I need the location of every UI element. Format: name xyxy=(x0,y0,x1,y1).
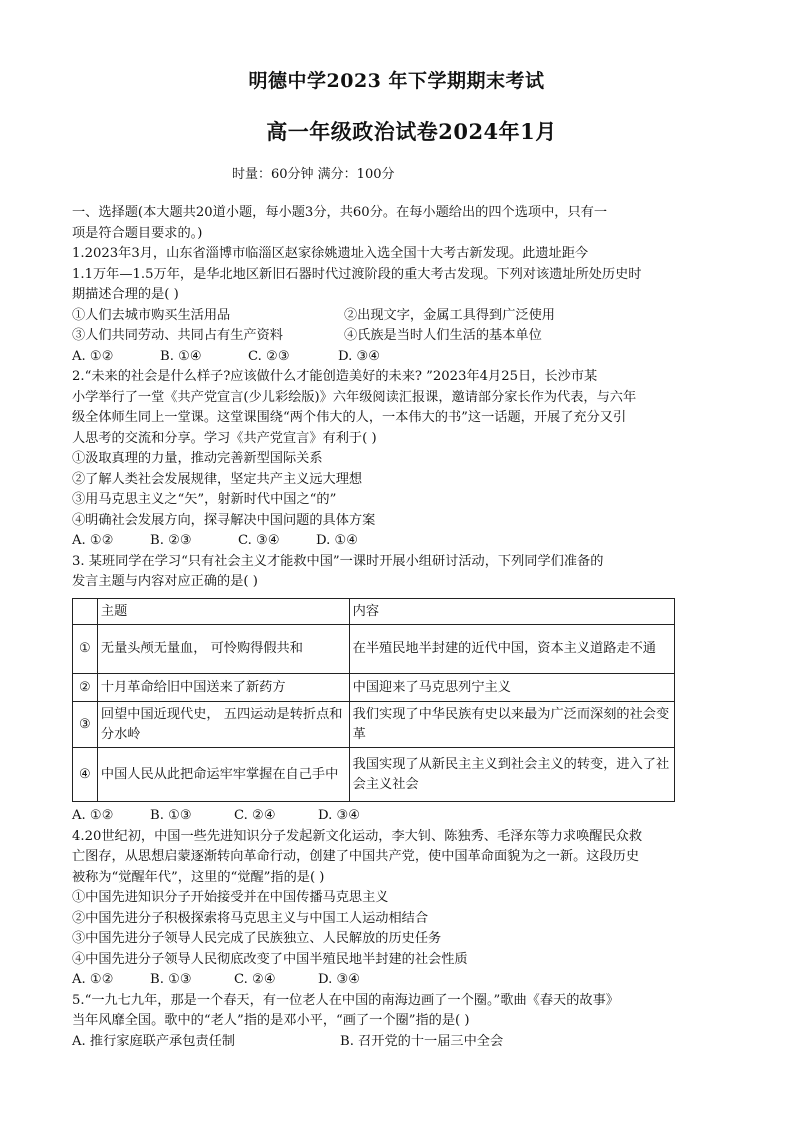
q2-stem: 人思考的交流和分享。学习《共产党宣言》有利于( ) xyxy=(72,430,377,446)
exam-title: 明德中学2023 年下学期期末考试 xyxy=(248,70,545,92)
q1-statements-row xyxy=(72,306,722,327)
q5-choice-a: A. 推行家庭联产承包责任制 xyxy=(72,1033,235,1049)
q4-stem: 被称为“觉醒年代”，这里的“觉醒”指的是( ) xyxy=(72,869,325,885)
q5-choices xyxy=(72,1032,722,1053)
exam-subtitle: 高一年级政治试卷2024年1月 xyxy=(266,119,557,144)
q1-choice-c: C. ②③ xyxy=(248,348,290,364)
row-number: ① xyxy=(73,625,98,674)
q2-statement: ④明确社会发展方向，探寻解决中国问题的具体方案 xyxy=(72,512,376,528)
row-number: ④ xyxy=(73,748,98,802)
q1-statement: ④氏族是当时人们生活的基本单位 xyxy=(344,328,542,343)
row-content: 中国迎来了马克思列宁主义 xyxy=(349,674,674,702)
q3-stem: 3. 某班同学在学习“只有社会主义才能救中国”一课时开展小组研讨活动，下列同学们准备的 xyxy=(72,553,604,569)
q3-choice-b: B. ①③ xyxy=(150,808,192,823)
table-row xyxy=(73,674,675,702)
q1-choices xyxy=(72,347,722,368)
section-heading: 一、选择题(本大题共20道小题，每小题3分，共60分。在每小题给出的四个选项中，只有一 xyxy=(72,205,608,220)
q2-statement: ③用马克思主义之“矢”，射新时代中国之“的” xyxy=(72,492,337,507)
row-content: 在半殖民地半封建的近代中国，资本主义道路走不通 xyxy=(349,625,674,674)
table-row xyxy=(73,702,675,748)
q3-choice-c: C. ②④ xyxy=(234,808,276,823)
row-content: 我国实现了从新民主主义到社会主义的转变，进入了社会主义社会 xyxy=(349,748,674,802)
q5-stem: 5.“一九七九年，那是一个春天，有一位老人在中国的南海边画了一个圈。”歌曲《春天的故事》 xyxy=(72,992,619,1008)
q4-statement: ④中国先进分子领导人民彻底改变了中国半殖民地半封建的社会性质 xyxy=(72,951,468,967)
q3-choice-d: D. ③④ xyxy=(318,808,361,823)
q2-choices xyxy=(72,531,722,552)
q1-stem: 1.2023年3月，山东省淄博市临淄区赵家徐姚遗址入选全国十大考古新发现。此遗址距今 xyxy=(72,246,589,261)
questions-block-2 xyxy=(72,806,722,1052)
q1-statement: ②出现文字，金属工具得到广泛使用 xyxy=(344,307,555,323)
row-number: ③ xyxy=(73,702,98,748)
q4-statement: ②中国先进分子积极探索将马克思主义与中国工人运动相结合 xyxy=(72,910,429,926)
q4-choice-c: C. ②④ xyxy=(234,972,276,987)
table-row xyxy=(73,625,675,674)
q4-choice-b: B. ①③ xyxy=(150,972,192,987)
row-topic: 无量头颅无量血， 可怜购得假共和 xyxy=(97,625,349,674)
q1-stem: 1.1万年—1.5万年，是华北地区新旧石器时代过渡阶段的重大考古发现。下列对该遗址所处历史时 xyxy=(72,266,642,282)
q1-statements-row xyxy=(72,326,722,347)
q2-statement: ①汲取真理的力量，推动完善新型国际关系 xyxy=(72,451,323,466)
q4-stem: 4.20世纪初，中国一些先进知识分子发起新文化运动，李大钊、陈独秀、毛泽东等力求唤醒民众救 xyxy=(72,828,643,844)
q1-choice-a: A. ①② xyxy=(72,348,114,364)
q2-stem: 小学举行了一堂《共产党宣言(少儿彩绘版)》六年级阅读汇报课，邀请部分家长作为代表，与六年 xyxy=(72,389,637,405)
exam-meta: 时量：60分钟 满分：100分 xyxy=(232,167,395,182)
q2-stem: 级全体师生同上一堂课。这堂课围绕“两个伟大的人，一本伟大的书”这一话题，开展了充分又引 xyxy=(72,410,627,425)
q3-choice-a: A. ①② xyxy=(72,808,114,823)
q4-choice-a: A. ①② xyxy=(72,972,114,987)
table-row xyxy=(73,748,675,802)
q5-choice-b: B. 召开党的十一届三中全会 xyxy=(340,1033,504,1049)
table-header-row xyxy=(73,599,675,625)
row-content: 我们实现了中华民族有史以来最为广泛而深刻的社会变革 xyxy=(349,702,674,748)
q5-stem: 当年风靡全国。歌中的“老人”指的是邓小平，“画了一个圈”指的是( ) xyxy=(72,1013,470,1028)
table-header-cell: 主题 xyxy=(97,599,349,625)
q2-choice-d: D. ①④ xyxy=(316,533,359,548)
q4-statement: ①中国先进知识分子开始接受并在中国传播马克思主义 xyxy=(72,890,389,905)
section-heading-cont: 项是符合题目要求的。) xyxy=(72,225,203,241)
questions-block-1 xyxy=(72,203,722,593)
table-header-cell xyxy=(73,599,98,625)
q3-stem: 发言主题与内容对应正确的是( ) xyxy=(72,574,258,589)
q4-stem: 亡图存，从思想启蒙逐渐转向革命行动，创建了中国共产党，使中国革命面貌为之一新。这段历史 xyxy=(72,849,640,864)
q2-choice-b: B. ②③ xyxy=(150,533,192,548)
q2-statement: ②了解人类社会发展规律，坚定共产主义远大理想 xyxy=(72,471,363,487)
q1-stem: 期描述合理的是( ) xyxy=(72,287,179,302)
q4-choices xyxy=(72,970,722,991)
q3-table xyxy=(72,598,675,802)
q1-choice-d: D. ③④ xyxy=(338,348,381,364)
q1-statement: ③人们共同劳动、共同占有生产资料 xyxy=(72,328,283,343)
q1-statement: ①人们去城市购买生活用品 xyxy=(72,307,231,323)
row-number: ② xyxy=(73,674,98,702)
q4-choice-d: D. ③④ xyxy=(318,972,361,987)
row-topic: 中国人民从此把命运牢牢掌握在自己手中 xyxy=(97,748,349,802)
q1-choice-b: B. ①④ xyxy=(160,348,202,364)
q2-choice-a: A. ①② xyxy=(72,533,114,548)
row-topic: 十月革命给旧中国送来了新药方 xyxy=(97,674,349,702)
q4-statement: ③中国先进分子领导人民完成了民族独立、人民解放的历史任务 xyxy=(72,931,442,946)
row-topic: 回望中国近现代史， 五四运动是转折点和分水岭 xyxy=(97,702,349,748)
table-header-cell: 内容 xyxy=(349,599,674,625)
q2-stem: 2.“未来的社会是什么样子?应该做什么才能创造美好的未来? ”2023年4月25日，长沙市某 xyxy=(72,369,598,384)
q3-choices xyxy=(72,806,722,827)
q2-choice-c: C. ③④ xyxy=(238,533,280,548)
